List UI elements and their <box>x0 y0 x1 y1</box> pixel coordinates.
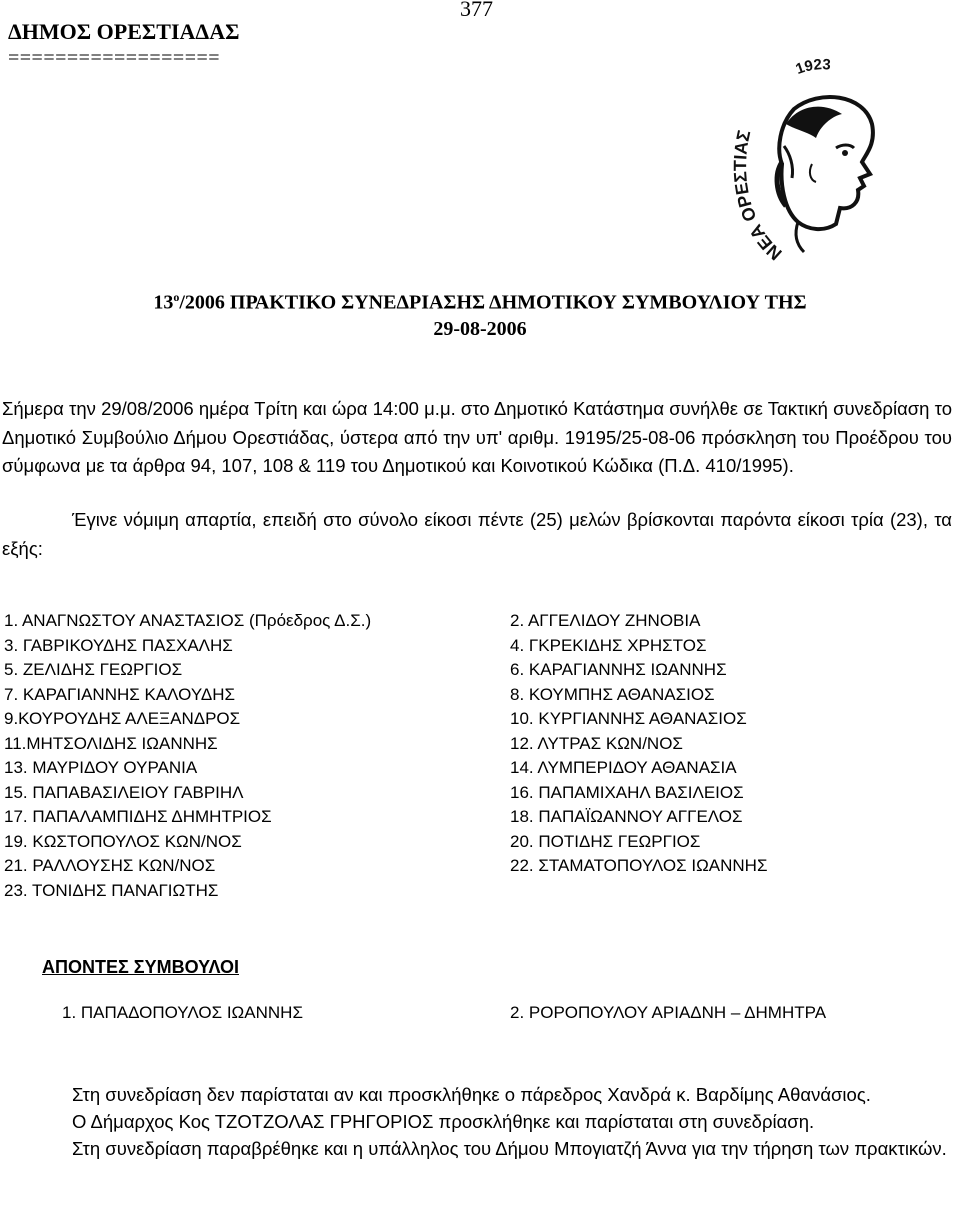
absent-member-name: 1. ΠΑΠΑΔΟΠΟΥΛΟΣ ΙΩΑΝΝΗΣ <box>62 1003 303 1022</box>
quorum-paragraph: Έγινε νόμιμη απαρτία, επειδή στο σύνολο είκοσι πέντε (25) μελών βρίσκονται παρόντα είκοσι τρία (23), τα εξής: <box>2 509 952 559</box>
seal-year: 1923 <box>793 56 832 79</box>
member-name: 7. ΚΑΡΑΓΙΑΝΝΗΣ ΚΑΛΟΥΔΗΣ <box>4 684 236 704</box>
member-name: 2. ΑΓΓΕΛΙΔΟΥ ΖΗΝΟΒΙΑ <box>510 611 701 630</box>
intro-paragraph: Σήμερα την 29/08/2006 ημέρα Τρίτη και ώρα 14:00 μ.μ. στο Δημοτικό Κατάστημα συνήλθε σε Τακτική συνεδρίαση το Δημοτικό Συμβούλιο Δήμου Ορεστιάδας, ύστερα από την υπ' αριθμ. 19195/25-08-06 πρόσκληση του Προέδρου του σύμφωνα με τα άρθρα 94, 107, 108 & 119 του Δημοτικού και Κοινοτικού Κώδικα (Π.Δ. 410/1995). <box>2 398 952 476</box>
closing-paragraph: Στη συνεδρίαση δεν παρίσταται αν και προσκλήθηκε ο πάρεδρος Χανδρά κ. Βαρδίμης Αθανάσιος. <box>72 1084 871 1105</box>
members-row <box>4 832 954 857</box>
member-name: 20. ΠΟΤΙΔΗΣ ΓΕΩΡΓΙΟΣ <box>510 831 701 851</box>
member-name: 15. ΠΑΠΑΒΑΣΙΛΕΙΟΥ ΓΑΒΡΙΗΛ <box>4 782 244 802</box>
member-name: 16. ΠΑΠΑΜΙΧΑΗΛ ΒΑΣΙΛΕΙΟΣ <box>510 782 744 802</box>
member-name: 3. ΓΑΒΡΙΚΟΥΔΗΣ ΠΑΣΧΑΛΗΣ <box>4 635 233 655</box>
members-row <box>4 660 954 685</box>
closing-paragraph: Στη συνεδρίαση παραβρέθηκε και η υπάλληλος του Δήμου Μπογιατζή Άννα για την τήρηση των πρακτικών. <box>72 1138 947 1159</box>
absent-members-heading: ΑΠΟΝΤΕΣ ΣΥΜΒΟΥΛΟΙ <box>42 957 239 977</box>
member-name: 23. ΤΟΝΙΔΗΣ ΠΑΝΑΓΙΩΤΗΣ <box>4 880 219 900</box>
members-row <box>4 734 954 759</box>
members-row <box>4 685 954 710</box>
member-name: 14. ΛΥΜΠΕΡΙΔΟΥ ΑΘΑΝΑΣΙΑ <box>510 758 737 777</box>
member-name: 18. ΠΑΠΑΪΩΑΝΝΟΥ ΑΓΓΕΛΟΣ <box>510 807 743 826</box>
member-name: 22. ΣΤΑΜΑΤΟΠΟΥΛΟΣ ΙΩΑΝΝΗΣ <box>510 856 768 875</box>
closing-notes <box>2 1081 952 1162</box>
seal-ring-text: ΝΕΑ ΟΡΕΣΤΙΑΣ <box>730 128 786 265</box>
members-row <box>4 758 954 783</box>
member-name: 1. ΑΝΑΓΝΩΣΤΟΥ ΑΝΑΣΤΑΣΙΟΣ (Πρόεδρος Δ.Σ.) <box>4 611 372 630</box>
svg-text:1923 <box>793 56 831 78</box>
heading-underline-rule: ================== <box>8 47 221 69</box>
member-name: 13. ΜΑΥΡΙΔΟΥ ΟΥΡΑΝΙΑ <box>4 758 198 777</box>
municipality-heading: ΔΗΜΟΣ ΟΡΕΣΤΙΑΔΑΣ <box>8 19 240 44</box>
members-row <box>4 709 954 734</box>
member-name: 4. ΓΚΡΕΚΙΔΗΣ ΧΡΗΣΤΟΣ <box>510 635 707 655</box>
minutes-title: $13^o/2006$ ΠΡΑΚΤΙΚΟ ΣΥΝΕΔΡΙΑΣΗΣ ΔΗΜΟΤΙΚΟΥ ΣΥΜΒΟΥΛΙΟΥ ΤΗΣ <box>153 290 807 314</box>
members-row <box>4 636 954 661</box>
member-name: 10. ΚΥΡΓΙΑΝΝΗΣ ΑΘΑΝΑΣΙΟΣ <box>510 709 747 728</box>
member-name: 5. ΖΕΛΙΔΗΣ ΓΕΩΡΓΙΟΣ <box>4 660 183 679</box>
minutes-date: 29-08-2006 <box>433 318 527 340</box>
nea-orestiada-seal-icon <box>724 54 882 266</box>
member-name: 11.ΜΗΤΣΟΛΙΔΗΣ ΙΩΑΝΝΗΣ <box>4 733 218 753</box>
member-name: 12. ΛΥΤΡΑΣ ΚΩΝ/ΝΟΣ <box>510 733 683 753</box>
member-name: 19. ΚΩΣΤΟΠΟΥΛΟΣ ΚΩΝ/ΝΟΣ <box>4 831 242 851</box>
members-row <box>4 611 954 636</box>
member-name: 6. ΚΑΡΑΓΙΑΝΝΗΣ ΙΩΑΝΝΗΣ <box>510 660 727 679</box>
member-name: 21. ΡΑΛΛΟΥΣΗΣ ΚΩΝ/ΝΟΣ <box>4 856 216 875</box>
members-row <box>4 856 954 881</box>
member-name: 8. ΚΟΥΜΠΗΣ ΑΘΑΝΑΣΙΟΣ <box>510 684 715 704</box>
closing-paragraph: Ο Δήμαρχος Κος ΤΖΟΤΖΟΛΑΣ ΓΡΗΓΟΡΙΟΣ προσκλήθηκε και παρίσταται στη συνεδρίαση. <box>72 1111 815 1132</box>
page-number: 377 <box>460 0 493 21</box>
present-members-list <box>4 611 954 905</box>
member-name: 9.ΚΟΥΡΟΥΔΗΣ ΑΛΕΞΑΝΔΡΟΣ <box>4 709 241 728</box>
members-row <box>4 783 954 808</box>
members-row <box>4 881 954 906</box>
member-name: 17. ΠΑΠΑΛΑΜΠΙΔΗΣ ΔΗΜΗΤΡΙΟΣ <box>4 807 272 826</box>
absent-member-name: 2. ΡΟΡΟΠΟΥΛΟΥ ΑΡΙΑΔΝΗ – ΔΗΜΗΤΡΑ <box>510 1003 827 1022</box>
members-row <box>4 807 954 832</box>
